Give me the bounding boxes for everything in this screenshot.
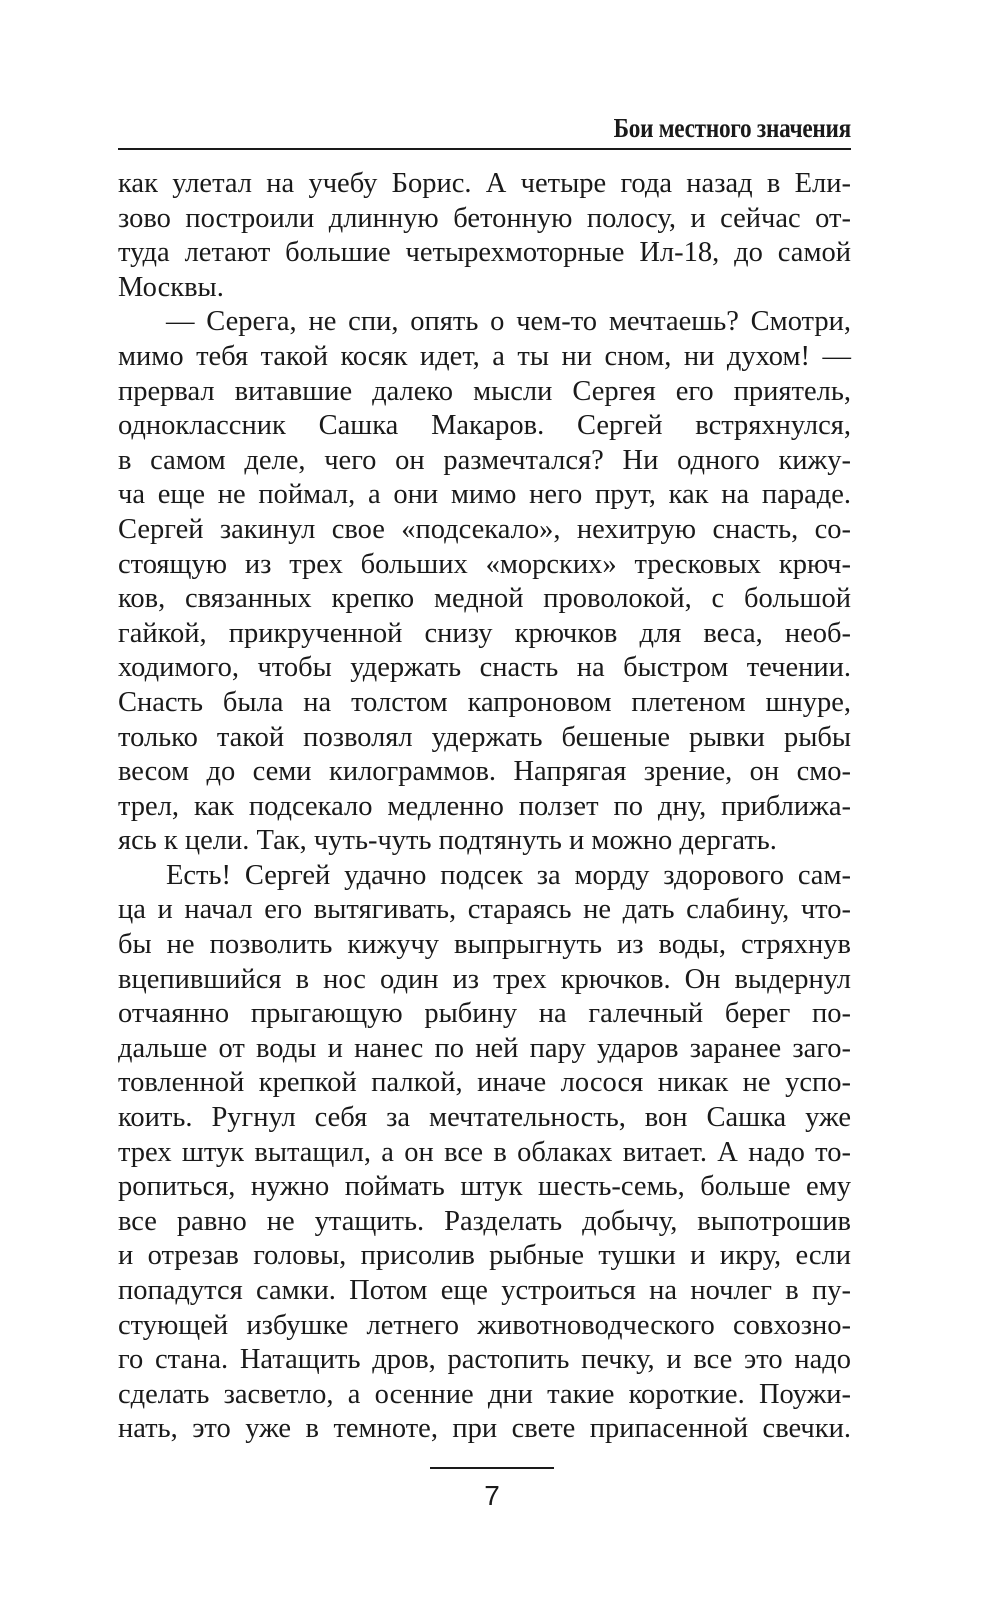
text-line: как улетал на учебу Борис. А четыре года назад в Ели-: [118, 168, 851, 199]
text-line: только такой позволял удержать бешеные рывки рыбы: [118, 721, 851, 753]
text-line: коить. Ругнул себя за мечтательность, вон Сашка уже: [118, 1102, 851, 1134]
text-line: стующей избушке летнего животноводческого совхозно-: [118, 1309, 851, 1341]
text-line: отчаянно прыгающую рыбину на галечный берег по-: [118, 998, 851, 1030]
text-line: гайкой, прикрученной снизу крючков для веса, необ-: [118, 617, 851, 649]
text-line: стоящую из трех больших «морских» тресковых крюч-: [118, 548, 851, 580]
text-line: мимо тебя такой косяк идет, а ты ни сном, ни духом! —: [118, 340, 851, 372]
text-line: туда летают большие четырехмоторные Ил-18, до самой: [118, 237, 851, 269]
running-header-title: Бои местного значения: [613, 113, 851, 143]
text-line: трел, как подсекало медленно ползет по дну, приближа-: [118, 790, 851, 822]
text-line: зово построили длинную бетонную полосу, и сейчас от-: [118, 202, 851, 234]
text-line: весом до семи килограммов. Напрягая зрение, он смо-: [118, 756, 851, 788]
text-line: вцепившийся в нос один из трех крючков. Он выдернул: [118, 963, 851, 995]
text-line: дальше от воды и нанес по ней пару ударов заранее заго-: [118, 1032, 851, 1064]
text-line: ков, связанных крепко медной проволокой, с большой: [118, 583, 851, 615]
text-line: попадутся самки. Потом еще устроиться на ночлег в пу-: [118, 1275, 851, 1306]
text-line: трех штук вытащил, а он все в облаках витает. А надо то-: [118, 1136, 851, 1168]
page-number: 7: [484, 1480, 500, 1511]
text-line: все равно не утащить. Разделать добычу, выпотрошив: [118, 1205, 851, 1237]
text-line: прервал витавшие далеко мысли Сергея его приятель,: [118, 375, 851, 407]
text-line: одноклассник Сашка Макаров. Сергей встряхнулся,: [118, 410, 851, 442]
text-line: — Серега, не спи, опять о чем-то мечтаешь? Смотри,: [166, 306, 851, 338]
text-line: ча еще не поймал, а они мимо него прут, как на параде.: [118, 479, 851, 511]
running-header: [118, 104, 851, 150]
text-line: товленной крепкой палкой, иначе лосося никак не успо-: [118, 1067, 851, 1099]
text-line: ходимого, чтобы удержать снасть на быстром течении.: [118, 652, 851, 684]
text-line: Снасть была на толстом капроновом плетеном шнуре,: [118, 686, 851, 718]
text-line: Москвы.: [118, 271, 224, 303]
body-text: [118, 167, 851, 1447]
text-line: нать, это уже в темноте, при свете припасенной свечки.: [118, 1413, 851, 1445]
text-line: ясь к цели. Так, чуть-чуть подтянуть и можно дергать.: [118, 825, 777, 857]
text-line: ца и начал его вытягивать, стараясь не дать слабину, что-: [118, 894, 851, 926]
text-line: Есть! Сергей удачно подсек за морду здорового сам-: [166, 859, 851, 891]
text-line: и отрезав головы, присолив рыбные тушки и икру, если: [118, 1240, 851, 1272]
text-line: Сергей закинул свое «подсекало», нехитрую снасть, со-: [118, 513, 851, 545]
text-line: бы не позволить кижучу выпрыгнуть из воды, стряхнув: [118, 929, 851, 961]
text-line: ропиться, нужно поймать штук шесть-семь, больше ему: [118, 1171, 851, 1203]
text-line: сделать засветло, а осенние дни такие короткие. Поужи-: [118, 1378, 851, 1410]
footer-divider: [430, 1467, 554, 1469]
text-line: в самом деле, чего он размечтался? Ни одного кижу-: [118, 444, 851, 476]
text-line: го стана. Натащить дров, растопить печку, и все это надо: [118, 1344, 851, 1376]
